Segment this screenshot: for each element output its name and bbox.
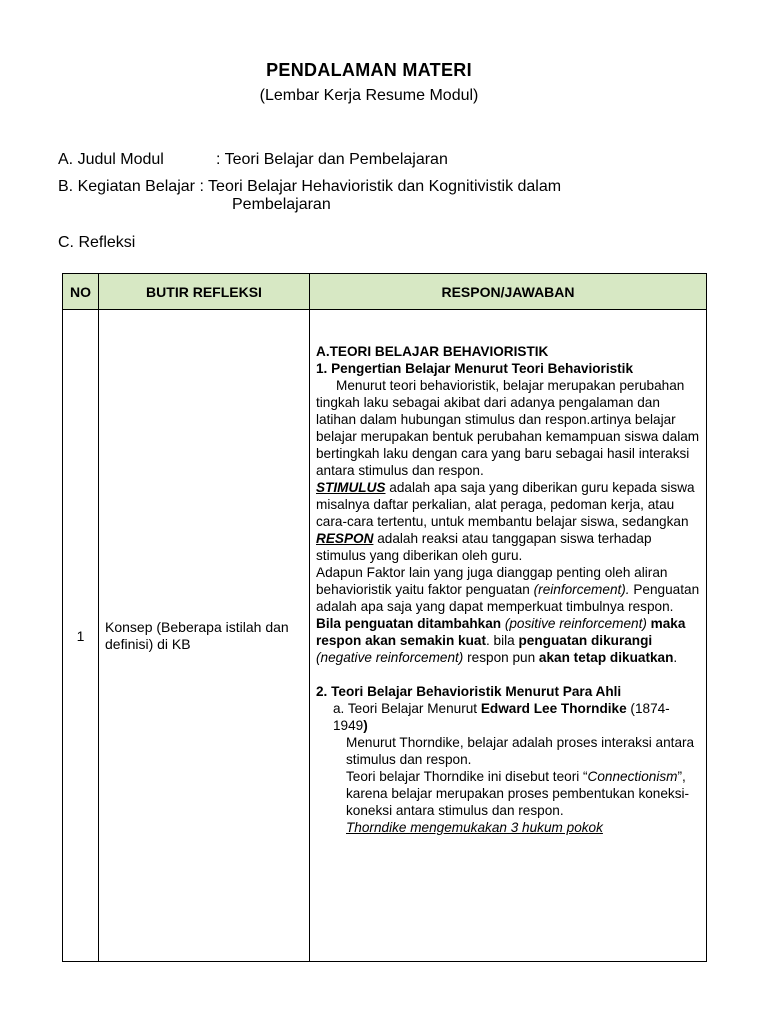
response-heading-a: A.TEORI BELAJAR BEHAVIORISTIK	[316, 344, 549, 359]
text-run: Connectionism	[587, 769, 678, 784]
kegiatan-belajar-line	[58, 178, 562, 213]
table-row	[63, 310, 707, 962]
kegiatan-value-continued: Pembelajaran	[232, 196, 331, 213]
text-run: . bila	[486, 633, 519, 648]
thorndike-paragraph	[316, 768, 700, 819]
table-header-row	[63, 274, 707, 310]
text-run: Teori belajar Thorndike ini disebut teori “	[346, 769, 588, 784]
text-run: (1874-1949	[333, 701, 670, 733]
spacer	[316, 666, 700, 683]
kegiatan-value: : Teori Belajar Hehavioristik dan Kognitivistik dalam	[199, 178, 562, 195]
text-run: (negative reinforcement)	[316, 650, 464, 665]
text-run: )	[363, 718, 368, 733]
respon-term: RESPON	[316, 531, 374, 546]
text-run: respon pun	[463, 650, 539, 665]
refleksi-table	[62, 273, 707, 962]
header-no: NO	[63, 274, 99, 310]
text-run: Adapun Faktor lain yang juga dianggap penting oleh aliran behavioristik yaitu faktor penguatan	[316, 565, 668, 597]
header-butir-refleksi: BUTIR REFLEKSI	[99, 274, 310, 310]
response-paragraph: belajar merupakan bentuk perubahan kemampuan siswa dalam bertingkah laku dengan cara yang baru sebagai hasil interaksi antara stimulus dan respon.	[316, 429, 700, 478]
text-run: maka respon akan semakin kuat	[316, 616, 686, 648]
text-run: (positive reinforcement)	[501, 616, 647, 631]
kegiatan-label: B. Kegiatan Belajar	[58, 178, 195, 195]
page-title: PENDALAMAN MATERI	[266, 60, 472, 80]
text-run: akan tetap dikuatkan	[538, 650, 674, 665]
response-heading-1: 1. Pengertian Belajar Menurut Teori Behavioristik	[316, 361, 634, 376]
text-run: a. Teori Belajar Menurut	[333, 701, 481, 716]
text-run: Bila penguatan ditambahkan	[316, 616, 502, 631]
response-paragraph	[316, 564, 700, 666]
judul-modul-line	[58, 151, 448, 169]
thorndike-subheading	[316, 700, 700, 734]
refleksi-heading: C. Refleksi	[58, 234, 136, 251]
judul-label: A. Judul Modul	[58, 151, 164, 168]
header-respon-jawaban: RESPON/JAWABAN	[310, 274, 707, 310]
response-heading-2: 2. Teori Belajar Behavioristik Menurut Para Ahli	[316, 684, 622, 699]
row-number: 1	[63, 310, 99, 962]
response-paragraph: Menurut teori behavioristik, belajar merupakan perubahan tingkah laku sebagai akibat dari adanya pengalaman dan latihan dalam hubungan stimulus dan respon.artinya belajar	[316, 378, 685, 427]
response-paragraph	[316, 479, 700, 564]
stimulus-term: STIMULUS	[316, 480, 386, 495]
thorndike-paragraph: Menurut Thorndike, belajar adalah proses interaksi antara stimulus dan respon.	[346, 735, 695, 767]
text-run: Penguatan adalah apa saja yang dapat memperkuat timbulnya respon.	[316, 582, 700, 614]
stimulus-definition: adalah apa saja yang diberikan guru kepada siswa misalnya daftar perkalian, alat peraga, pedoman kerja, atau cara-cara tertentu, untuk membantu belajar siswa, sedangkan	[316, 480, 695, 529]
row-response	[310, 310, 707, 962]
text-run: (reinforcement).	[533, 582, 630, 597]
page-subtitle: (Lembar Kerja Resume Modul)	[259, 87, 479, 104]
judul-value: : Teori Belajar dan Pembelajaran	[216, 151, 448, 168]
text-run: .	[673, 650, 678, 665]
text-run: Edward Lee Thorndike	[480, 701, 627, 716]
thorndike-paragraph: Thorndike mengemukakan 3 hukum pokok	[346, 820, 603, 835]
row-butir: Konsep (Beberapa istilah dan definisi) di KB	[99, 310, 310, 962]
text-run: penguatan dikurangi	[518, 633, 653, 648]
respon-definition: adalah reaksi atau tanggapan siswa terhadap stimulus yang diberikan oleh guru.	[316, 531, 652, 563]
text-run: ”, karena belajar merupakan proses pembentukan koneksi-koneksi antara stimulus dan respon.	[346, 769, 690, 818]
